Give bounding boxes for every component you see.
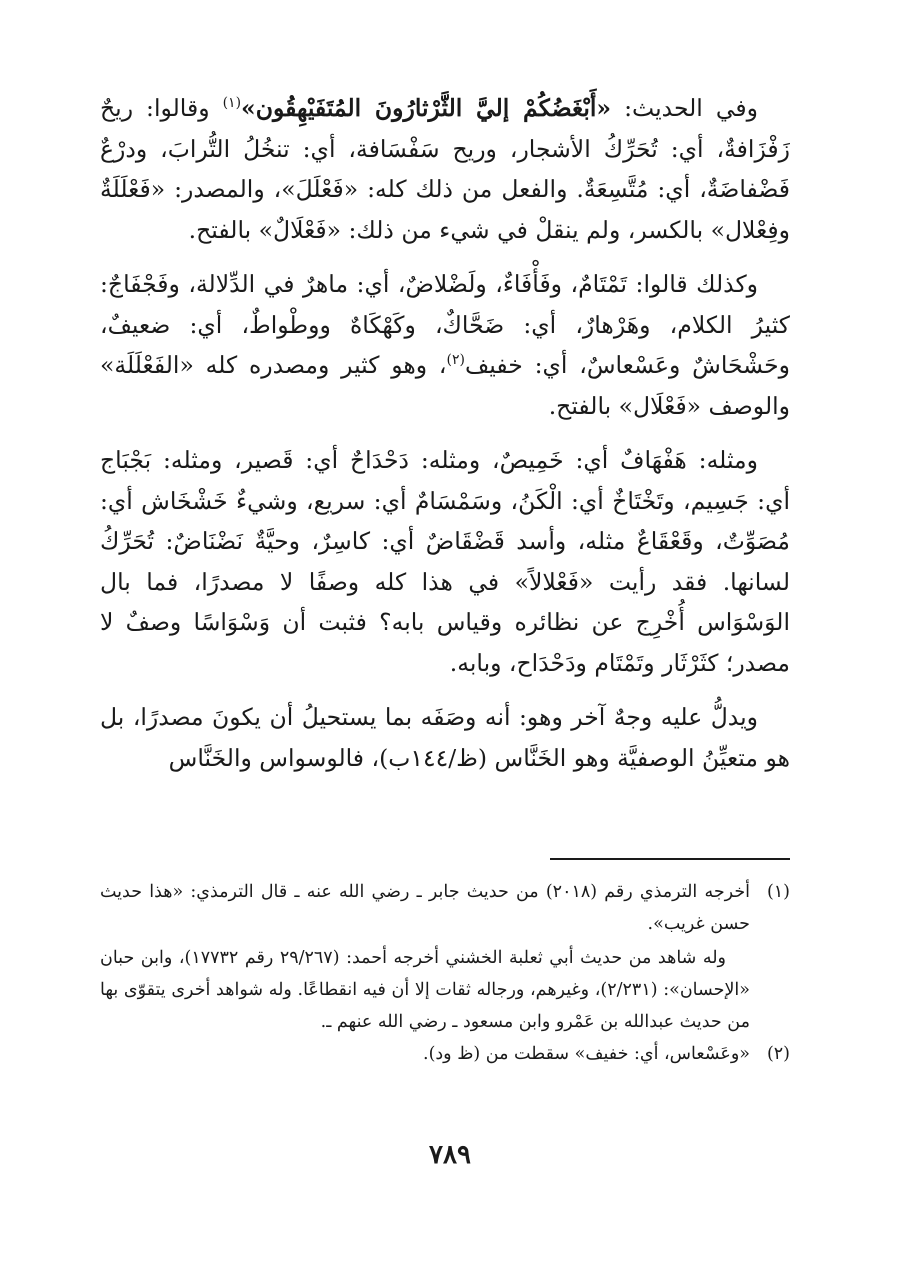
footnotes <box>100 876 790 1070</box>
footnote-2 <box>100 1038 790 1070</box>
paragraph-2 <box>100 264 790 426</box>
footnote-text: «وعَسْعاس، أي: خفيف» سقطت من (ظ ود). <box>423 1044 750 1064</box>
page-number: ٧٨٩ <box>429 1140 471 1170</box>
main-text <box>100 88 790 778</box>
footnote-text: أخرجه الترمذي رقم (٢٠١٨) من حديث جابر ـ رضي الله عنه ـ قال الترمذي: «هذا حديث حسن غريب». <box>100 882 751 934</box>
footnote-text: وله شاهد من حديث أبي ثعلبة الخشني أخرجه أحمد: (٢٩/٢٦٧ رقم ١٧٧٣٢)، وابن حبان «الإحسان»: (٢/٢٣١)، وغيرهم، ورجاله ثقات إلا أن فيه انقطاعًا. وله شواهد أخرى يتقوّى بها من حديث عبدالله بن عَمْرو وابن مسعود ـ رضي الله عنهم ـ. <box>100 948 750 1032</box>
footnote-divider <box>550 858 790 860</box>
footnote-body <box>100 876 750 1038</box>
text-run: ، وهو كثير ومصدره كله «الفَعْلَلَة» والوصف «فَعْلَال» بالفتح. <box>100 351 790 420</box>
footnote-ref-2[interactable]: (٢) <box>446 352 465 369</box>
text-run: وفي الحديث: <box>611 94 758 122</box>
footnote-number: (٢) <box>766 1044 790 1064</box>
text-run: وقالوا: ريحٌ زَفْزَافةٌ، أي: تُحَرِّكُ الأشجار، وريح سَفْسَافة، أي: تنخُلُ التُّرابَ، ودرْعٌ فَضْفاضَةٌ، أي: مُتَّسِعَةٌ. والفعل من ذلك كله: «فَعْلَلَ»، والمصدر: «فَعْلَلَةٌ وفِعْلال» بالكسر، ولم ينقلْ في شيء من ذلك: «فَعْلَالٌ» بالفتح. <box>100 94 790 244</box>
paragraph-1 <box>100 88 790 250</box>
footnote-body <box>100 1038 750 1070</box>
paragraph-4 <box>100 697 790 778</box>
footnote-number: (١) <box>766 882 790 902</box>
text-run: وكذلك قالوا: تَمْتَامٌ، وفَأْفَاءٌ، ولَضْلاضٌ، أي: ماهرٌ في الدِّلالة، وفَجْفَاجٌ: كثيرُ الكلام، وهَرْهارٌ، أي: ضَحَّاكٌ، وكَهْكَاهٌ ووطْواطٌ، أي: ضعيفٌ، وحَشْحَاشٌ وعَسْعاسٌ، أي: خفيف <box>100 270 790 379</box>
footnote-ref-1[interactable]: (١) <box>222 95 242 112</box>
footnote-1 <box>100 876 790 1038</box>
paragraph-3 <box>100 440 790 683</box>
text-run: ويدلُّ عليه وجهٌ آخر وهو: أنه وصَفَه بما يستحيلُ أن يكونَ مصدرًا، بل هو متعيِّنُ الوصفيَّة وهو الخَنَّاس (ظ/١٤٤ب)، فالوسواس والخَنَّاس <box>100 703 790 772</box>
hadith-quote: «أَبْغَضُكُمْ إليَّ الثَّرْثارُونَ المُتَفَيْهِقُون» <box>241 94 612 122</box>
text-run: ومثله: هَفْهَافٌ أي: خَمِيصٌ، ومثله: دَحْدَاحٌ أي: قَصير، ومثله: بَجْبَاج أي: جَسِيم، وتَخْتَاخٌ أي: الْكَنُ، وسَمْسَامٌ أي: سريع، وشيءٌ خَشْخَاش أي: مُصَوِّتٌ، وقَعْقَاعٌ مثله، وأسد قَضْقَاضٌ أي: كاسِرٌ، وحيَّةٌ نَضْنَاضٌ: تُحَرِّكُ لسانها. فقد رأيت «فَعْلالاً» في هذا كله وصفًا لا مصدرًا، فما بال الوَسْوَاس أُخْرِج عن نظائره وقياس بابه؟ فثبت أن وَسْوَاسًا وصفٌ لا مصدر؛ كثَرْثَار وتَمْتَام ودَحْدَاح، وبابه. <box>100 446 790 677</box>
